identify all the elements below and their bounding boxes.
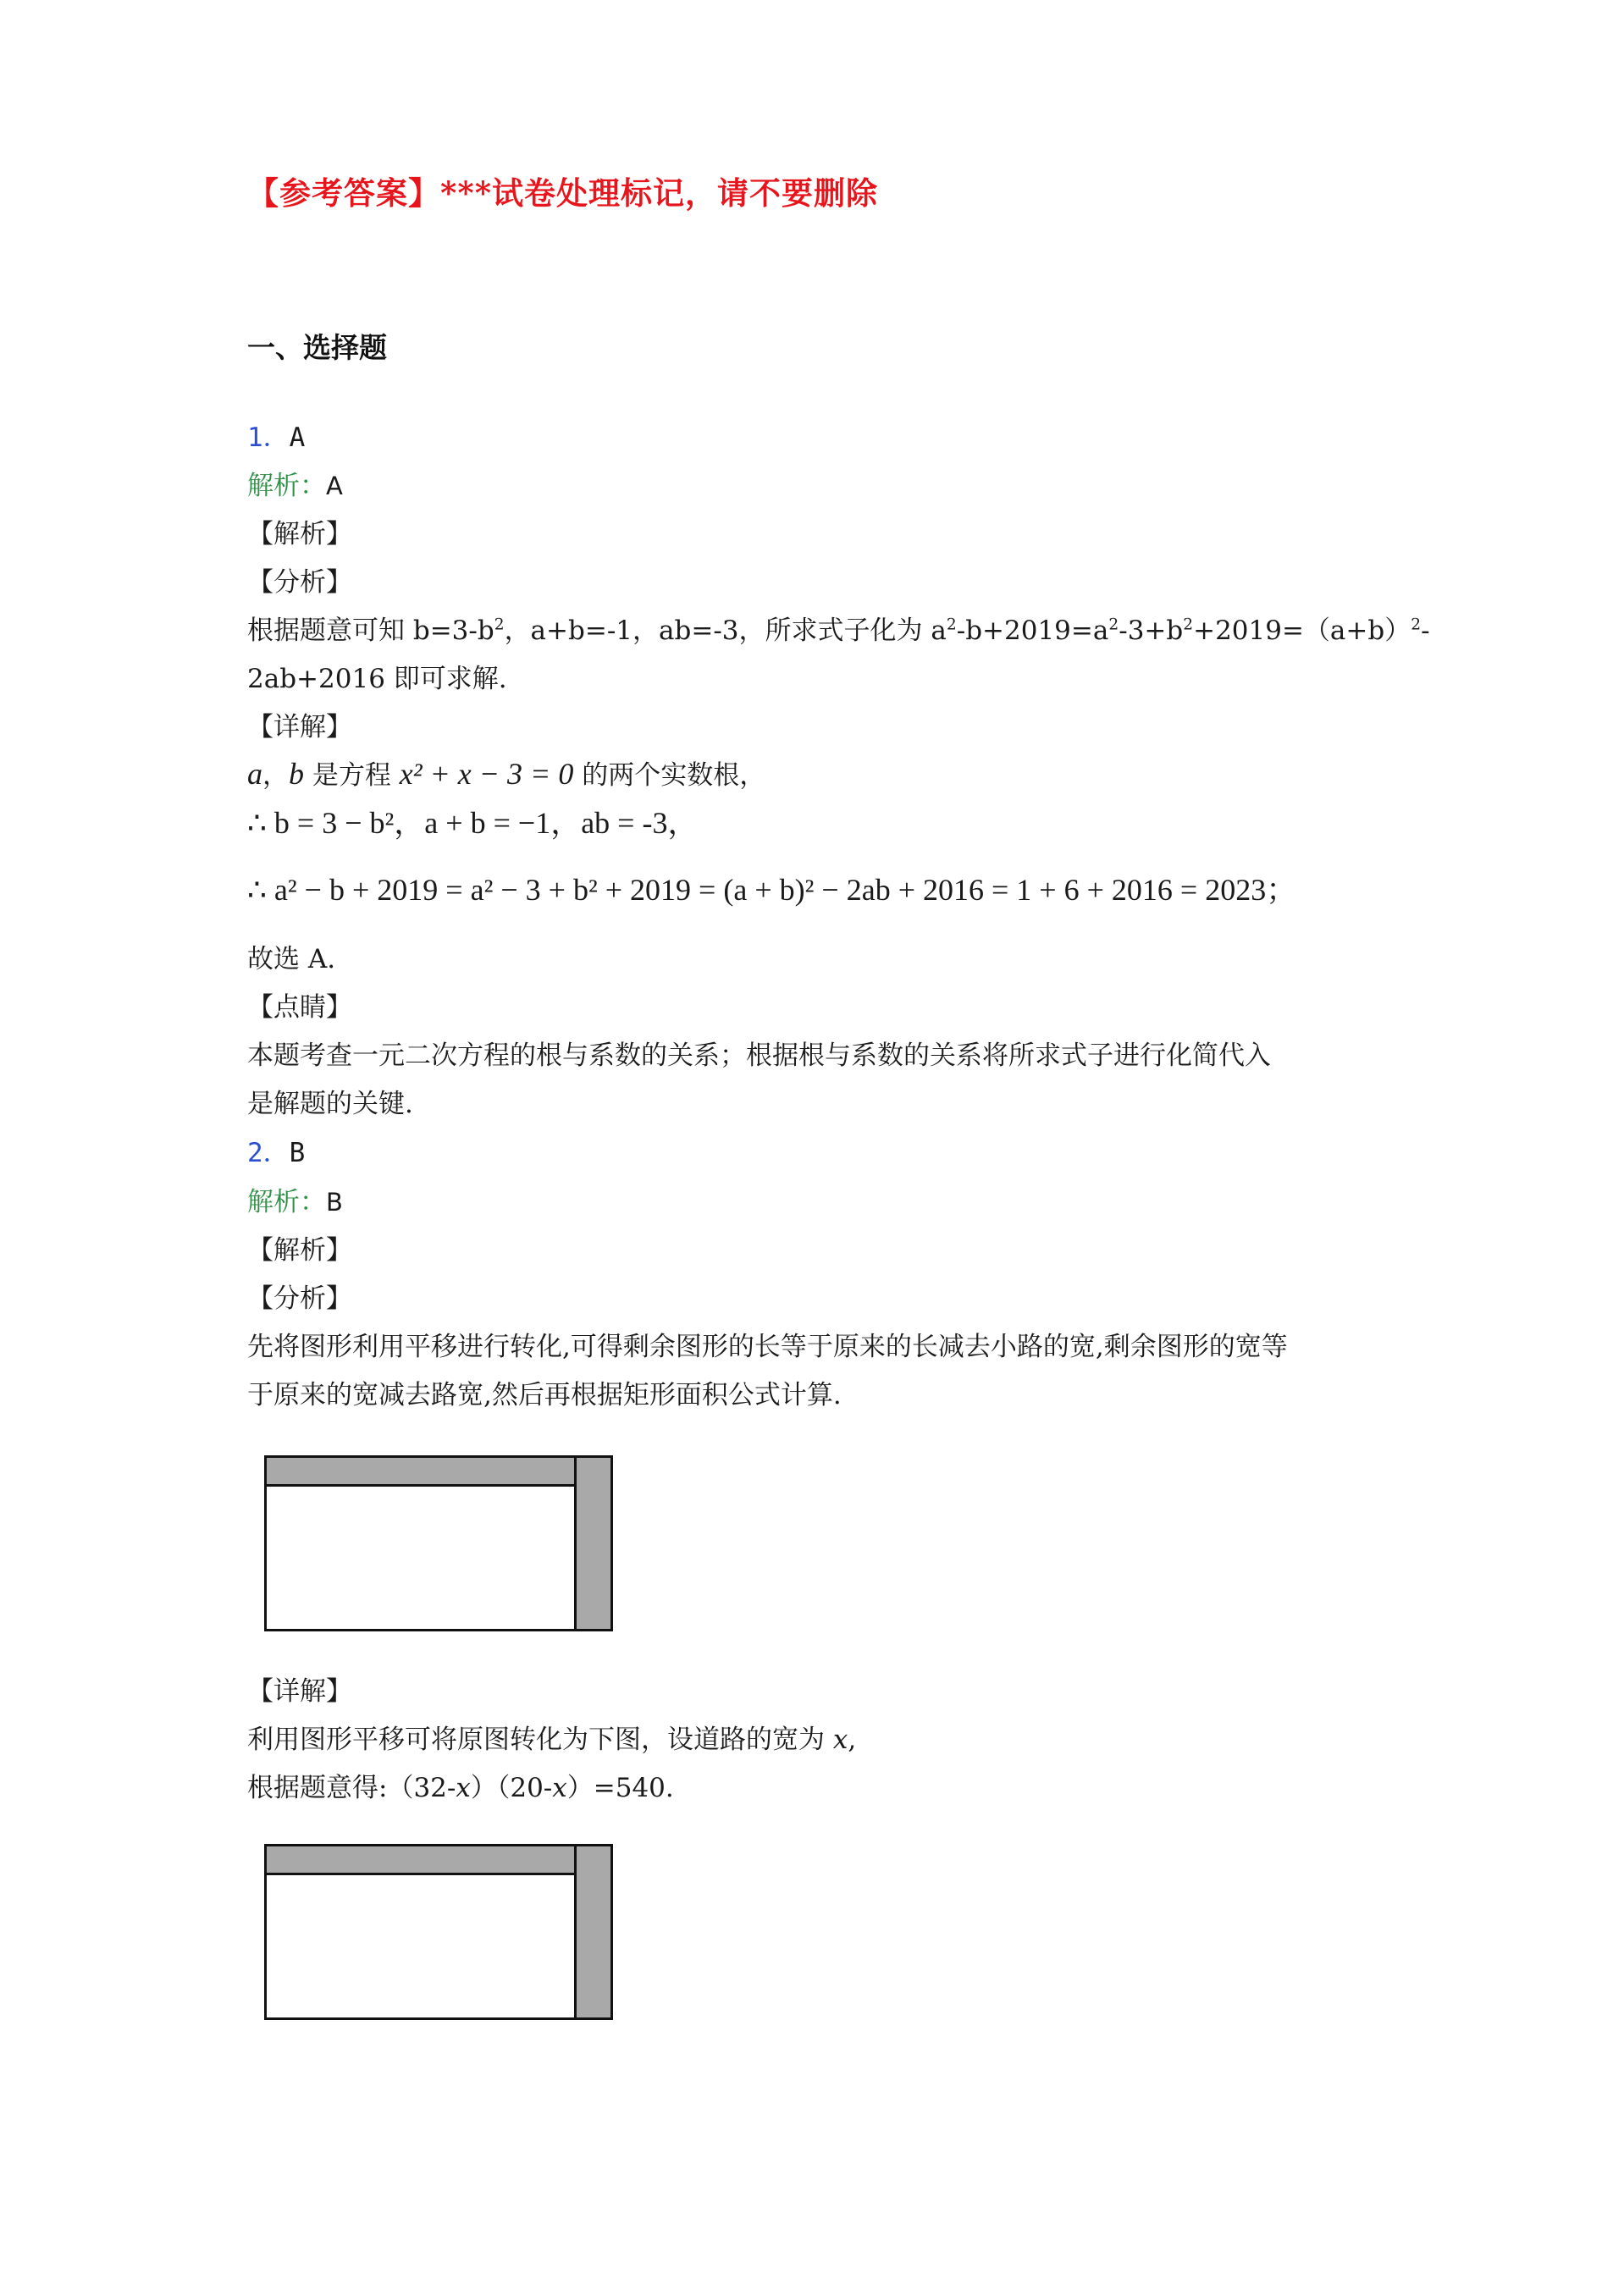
q2-detail-line-2: 根据题意得:（32-x）（20-x）=540. <box>247 1773 674 1803</box>
q2-answer: B <box>289 1138 306 1168</box>
q1-conclusion: 故选 A. <box>247 944 336 974</box>
q1-jiexi-label: 解析： <box>247 471 326 501</box>
q2-jiexi-value: B <box>326 1188 343 1217</box>
q1-tag-fenxi: 【分析】 <box>247 567 352 598</box>
q1-detail-line-3: ∴ a² − b + 2019 = a² − 3 + b² + 2019 = (a + b)² − 2ab + 2016 = 1 + 6 + 2016 = 2023； <box>247 873 1297 907</box>
q2-tag-xiangjie: 【详解】 <box>247 1676 352 1707</box>
q1-equation: x² + x − 3 = 0 <box>399 757 574 791</box>
section-title: 一、选择题 <box>247 331 387 364</box>
vertical-path <box>574 1458 610 1629</box>
q2-analysis-line-1: 先将图形利用平移进行转化,可得剩余图形的长等于原来的长减去小路的宽,剩余图形的宽等 <box>247 1332 1288 1362</box>
q2-detail-line-1: 利用图形平移可将原图转化为下图，设道路的宽为 x, <box>247 1725 857 1755</box>
q1-analysis-line-2: 2ab+2016 即可求解. <box>247 664 507 694</box>
horizontal-path <box>267 1846 577 1875</box>
answer-key-header: 【参考答案】***试卷处理标记，请不要删除 <box>247 174 879 212</box>
q1-analysis-line-1: 根据题意可知 $b=3-b^2$，a+b=-1，ab=-3，所求式子化为 $a^2-b+2019=a^2-3+b^2+2019=(a+b)^2-$ <box>247 615 1430 646</box>
q1-detail-line-2: ∴ b = 3 − b²，a + b = −1，ab = -3， <box>247 806 699 840</box>
q2-heading <box>247 1136 305 1170</box>
horizontal-path <box>267 1458 577 1487</box>
q1-comment-line-1: 本题考查一元二次方程的根与系数的关系；根据根与系数的关系将所求式子进行化简代入 <box>247 1040 1271 1071</box>
path-figure-2 <box>264 1844 613 2020</box>
path-figure-1 <box>264 1455 613 1631</box>
q1-jiexi-value: A <box>326 472 343 500</box>
q1-tag-jiexi: 【解析】 <box>247 519 352 549</box>
q1-tag-dianjing: 【点睛】 <box>247 992 352 1023</box>
q1-tag-xiangjie: 【详解】 <box>247 712 352 742</box>
q2-tag-fenxi: 【分析】 <box>247 1283 352 1314</box>
q1-jiexi-line <box>247 469 343 503</box>
q2-tag-jiexi: 【解析】 <box>247 1235 352 1266</box>
q1-heading <box>247 421 305 455</box>
q2-analysis-line-2: 于原来的宽减去路宽,然后再根据矩形面积公式计算. <box>247 1380 842 1410</box>
q1-comment-line-2: 是解题的关键. <box>247 1089 413 1119</box>
q2-number: 2． <box>247 1138 290 1168</box>
q1-number: 1． <box>247 422 290 453</box>
q1-detail-line-1: a，b 是方程 x² + x − 3 = 0 的两个实数根， <box>247 757 766 791</box>
q2-jiexi-label: 解析： <box>247 1187 326 1217</box>
q1-answer: A <box>289 422 306 453</box>
vertical-path <box>574 1846 610 2017</box>
q2-jiexi-line <box>247 1185 343 1219</box>
